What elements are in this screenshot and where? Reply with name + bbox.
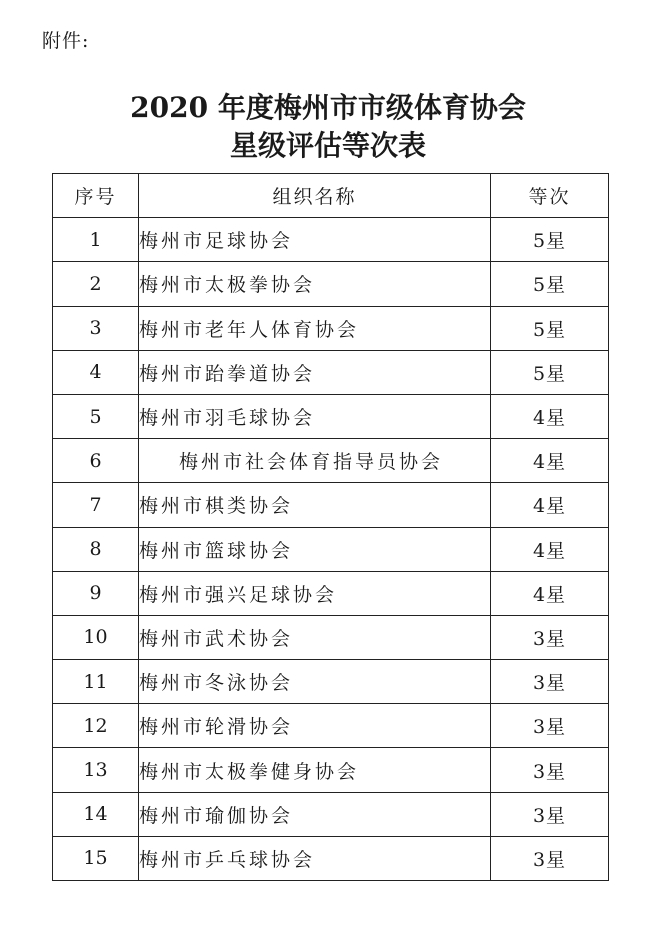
header-org-name: 组织名称 xyxy=(139,174,491,218)
row-org-name: 梅州市太极拳协会 xyxy=(139,262,491,306)
row-org-name: 梅州市太极拳健身协会 xyxy=(139,748,491,792)
row-grade: 3星 xyxy=(491,748,609,792)
row-org-name: 梅州市足球协会 xyxy=(139,218,491,262)
row-org-name: 梅州市武术协会 xyxy=(139,615,491,659)
row-org-name: 梅州市跆拳道协会 xyxy=(139,350,491,394)
table-row xyxy=(53,306,609,350)
grade-table xyxy=(52,173,609,881)
table-row xyxy=(53,748,609,792)
row-index: 6 xyxy=(53,439,139,483)
row-index: 12 xyxy=(53,704,139,748)
table-header-row xyxy=(53,174,609,218)
row-index: 4 xyxy=(53,350,139,394)
row-index: 11 xyxy=(53,660,139,704)
table-row xyxy=(53,262,609,306)
document-title-line1: 2020 年度梅州市市级体育协会 xyxy=(130,91,526,124)
row-grade: 4星 xyxy=(491,439,609,483)
row-index: 2 xyxy=(53,262,139,306)
table-row xyxy=(53,394,609,438)
row-org-name: 梅州市强兴足球协会 xyxy=(139,571,491,615)
row-index: 14 xyxy=(53,792,139,836)
row-index: 8 xyxy=(53,527,139,571)
row-grade: 3星 xyxy=(491,615,609,659)
row-org-name: 梅州市乒乓球协会 xyxy=(139,836,491,880)
table-row xyxy=(53,527,609,571)
row-org-name: 梅州市瑜伽协会 xyxy=(139,792,491,836)
row-grade: 4星 xyxy=(491,483,609,527)
row-grade: 4星 xyxy=(491,571,609,615)
row-org-name: 梅州市轮滑协会 xyxy=(139,704,491,748)
row-org-name: 梅州市老年人体育协会 xyxy=(139,306,491,350)
table-row xyxy=(53,350,609,394)
row-grade: 5星 xyxy=(491,218,609,262)
table-row xyxy=(53,704,609,748)
row-grade: 4星 xyxy=(491,527,609,571)
row-index: 1 xyxy=(53,218,139,262)
row-index: 3 xyxy=(53,306,139,350)
row-grade: 3星 xyxy=(491,792,609,836)
attachment-label: 附件: xyxy=(42,30,90,52)
row-grade: 3星 xyxy=(491,704,609,748)
document-title-line2: 星级评估等次表 xyxy=(229,129,426,162)
table-row xyxy=(53,218,609,262)
row-grade: 5星 xyxy=(491,350,609,394)
table-row xyxy=(53,439,609,483)
row-org-name: 梅州市冬泳协会 xyxy=(139,660,491,704)
row-grade: 5星 xyxy=(491,262,609,306)
row-grade: 4星 xyxy=(491,394,609,438)
row-org-name: 梅州市羽毛球协会 xyxy=(139,394,491,438)
header-index: 序号 xyxy=(53,174,139,218)
table-row xyxy=(53,660,609,704)
row-index: 9 xyxy=(53,571,139,615)
table-row xyxy=(53,571,609,615)
table-row xyxy=(53,483,609,527)
table-row xyxy=(53,792,609,836)
row-org-name: 梅州市社会体育指导员协会 xyxy=(139,439,491,483)
row-index: 10 xyxy=(53,615,139,659)
row-index: 7 xyxy=(53,483,139,527)
row-org-name: 梅州市棋类协会 xyxy=(139,483,491,527)
table-row xyxy=(53,836,609,880)
row-index: 15 xyxy=(53,836,139,880)
row-index: 5 xyxy=(53,394,139,438)
row-grade: 3星 xyxy=(491,836,609,880)
header-grade: 等次 xyxy=(491,174,609,218)
row-index: 13 xyxy=(53,748,139,792)
row-grade: 5星 xyxy=(491,306,609,350)
row-grade: 3星 xyxy=(491,660,609,704)
row-org-name: 梅州市篮球协会 xyxy=(139,527,491,571)
table-row xyxy=(53,615,609,659)
